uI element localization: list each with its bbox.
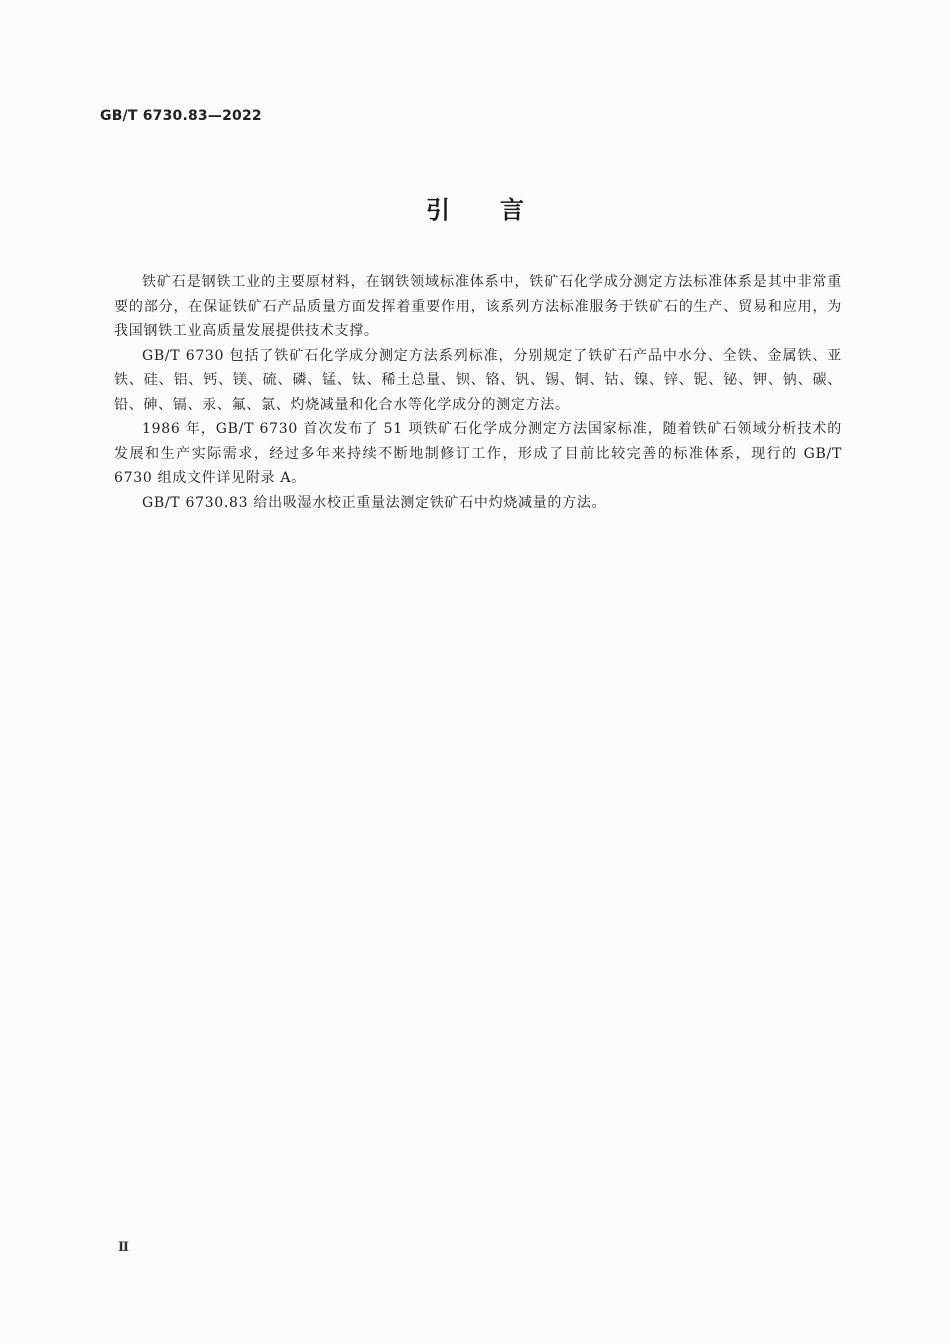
introduction-body — [114, 270, 842, 515]
paragraph-2: GB/T 6730 包括了铁矿石化学成分测定方法系列标准，分别规定了铁矿石产品中水分、全铁、金属铁、亚铁、硅、铝、钙、镁、硫、磷、锰、钛、稀土总量、钡、铬、钒、锡、铜、钴、镍、锌、铌、铋、钾、钠、碳、铅、砷、镉、汞、氟、氯、灼烧减量和化合水等化学成分的测定方法。 — [114, 347, 842, 413]
paragraph-4: GB/T 6730.83 给出吸湿水校正重量法测定铁矿石中灼烧减量的方法。 — [142, 494, 607, 511]
page-number: Ⅱ — [118, 1240, 129, 1255]
paragraph-1: 铁矿石是钢铁工业的主要原材料，在钢铁领域标准体系中，铁矿石化学成分测定方法标准体系是其中非常重要的部分，在保证铁矿石产品质量方面发挥着重要作用，该系列方法标准服务于铁矿石的生产、贸易和应用，为我国钢铁工业高质量发展提供技术支撑。 — [114, 274, 842, 339]
standard-number-header: GB/T 6730.83—2022 — [100, 108, 262, 124]
section-title: 引言 — [426, 196, 574, 224]
paragraph-3: 1986 年，GB/T 6730 首次发布了 51 项铁矿石化学成分测定方法国家标准，随着铁矿石领域分析技术的发展和生产实际需求，经过多年来持续不断地制修订工作，形成了目前比较完善的标准体系，现行的 GB/T 6730 组成文件详见附录 A。 — [114, 421, 842, 486]
